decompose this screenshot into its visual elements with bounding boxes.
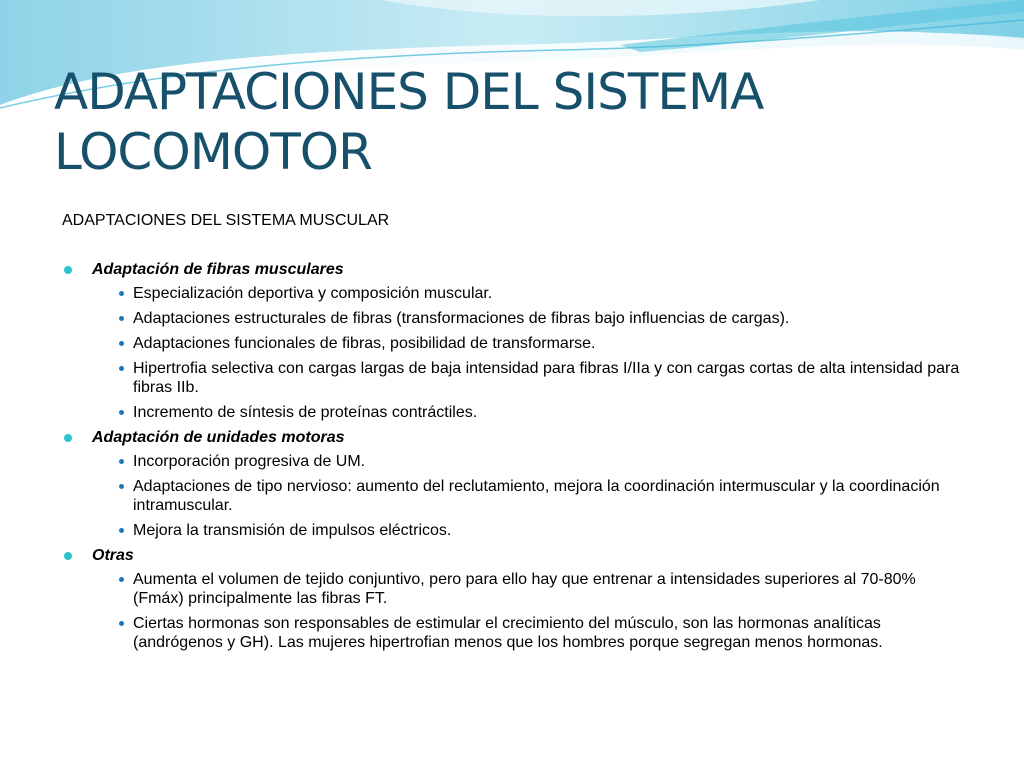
section-list — [62, 284, 962, 422]
list-item — [62, 284, 962, 303]
bullet-dot-icon — [119, 528, 124, 533]
teal-bullet-icon — [64, 434, 72, 442]
bullet-dot-icon — [119, 484, 124, 489]
bullet-dot-icon — [119, 621, 124, 626]
list-item-text: Hipertrofia selectiva con cargas largas de baja intensidad para fibras I/IIa y con cargas cortas de alta intensidad para fibras IIb. — [133, 360, 960, 396]
section-heading-text: Otras — [92, 547, 134, 564]
teal-bullet-icon — [64, 552, 72, 560]
bullet-dot-icon — [119, 577, 124, 582]
section-list — [62, 570, 962, 652]
section-heading-text: Adaptación de fibras musculares — [92, 261, 344, 278]
section-heading — [62, 546, 962, 570]
teal-bullet-icon — [64, 266, 72, 274]
slide-title-line-1: ADAPTACIONES DEL SISTEMA — [54, 63, 764, 121]
bullet-dot-icon — [119, 366, 124, 371]
list-item — [62, 521, 962, 540]
list-item-text: Adaptaciones de tipo nervioso: aumento del reclutamiento, mejora la coordinación intermuscular y la coordinación intramuscular. — [133, 478, 940, 514]
bullet-dot-icon — [119, 410, 124, 415]
list-item-text: Adaptaciones funcionales de fibras, posibilidad de transformarse. — [133, 335, 596, 352]
slide-subtitle: ADAPTACIONES DEL SISTEMA MUSCULAR — [62, 212, 390, 229]
section-list — [62, 452, 962, 540]
section-unidades-motoras — [62, 428, 962, 540]
list-item — [62, 452, 962, 471]
list-item-text: Incorporación progresiva de UM. — [133, 453, 366, 470]
list-item-text: Incremento de síntesis de proteínas contráctiles. — [133, 404, 478, 421]
list-item-text: Adaptaciones estructurales de fibras (transformaciones de fibras bajo influencias de cargas). — [133, 310, 790, 327]
bullet-dot-icon — [119, 459, 124, 464]
section-heading — [62, 428, 962, 452]
section-otras — [62, 546, 962, 652]
bullet-dot-icon — [119, 341, 124, 346]
section-heading — [62, 260, 962, 284]
list-item-text: Mejora la transmisión de impulsos eléctricos. — [133, 522, 452, 539]
bullet-dot-icon — [119, 316, 124, 321]
list-item — [62, 309, 962, 328]
list-item — [62, 477, 962, 515]
list-item — [62, 570, 962, 608]
bullet-dot-icon — [119, 291, 124, 296]
section-heading-text: Adaptación de unidades motoras — [92, 429, 345, 446]
list-item-text: Ciertas hormonas son responsables de estimular el crecimiento del músculo, son las hormonas analíticas (andrógenos y GH). Las mujeres hipertrofian menos que los hombres porque segregan menos hormonas. — [133, 615, 883, 651]
slide-content — [62, 260, 962, 658]
list-item — [62, 614, 962, 652]
slide-title — [54, 62, 984, 182]
list-item-text: Aumenta el volumen de tejido conjuntivo, pero para ello hay que entrenar a intensidades superiores al 70-80% (Fmáx) principalmente las fibras FT. — [133, 571, 916, 607]
list-item — [62, 334, 962, 353]
list-item — [62, 403, 962, 422]
list-item — [62, 359, 962, 397]
list-item-text: Especialización deportiva y composición muscular. — [133, 285, 493, 302]
slide-title-line-2: LOCOMOTOR — [54, 123, 372, 181]
section-fibras — [62, 260, 962, 422]
